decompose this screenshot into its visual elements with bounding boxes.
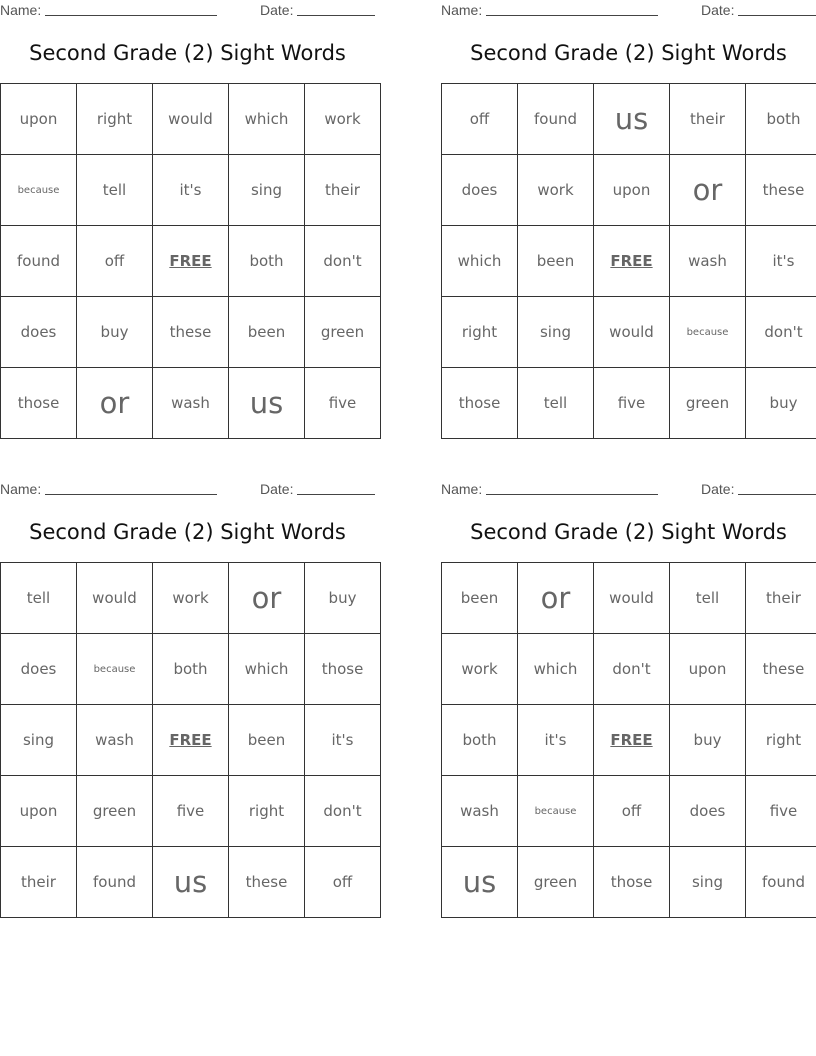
name-label: Name:	[0, 2, 42, 18]
word-cell: upon	[670, 634, 746, 705]
word-cell: does	[1, 634, 77, 705]
word-cell: both	[229, 226, 305, 297]
word-cell: us	[153, 847, 229, 918]
grid-row	[1, 368, 381, 439]
card-title: Second Grade (2) Sight Words	[470, 41, 787, 65]
word-cell: work	[442, 634, 518, 705]
grid-row	[1, 226, 381, 297]
word-cell: wash	[153, 368, 229, 439]
word-cell: found	[1, 226, 77, 297]
word-cell: right	[746, 705, 816, 776]
date-blank-line	[738, 494, 816, 495]
word-cell: wash	[77, 705, 153, 776]
word-cell: been	[518, 226, 594, 297]
word-cell: which	[442, 226, 518, 297]
grid-row	[442, 297, 816, 368]
word-cell: tell	[77, 155, 153, 226]
name-date-row	[441, 481, 816, 499]
card-2	[441, 0, 816, 431]
grid-row	[1, 634, 381, 705]
word-cell: both	[442, 705, 518, 776]
grid-row	[1, 847, 381, 918]
word-cell: off	[77, 226, 153, 297]
free-space-cell: FREE	[594, 705, 670, 776]
word-cell: off	[305, 847, 381, 918]
free-space-cell: FREE	[153, 705, 229, 776]
word-cell: work	[153, 563, 229, 634]
word-cell: their	[1, 847, 77, 918]
word-cell: right	[442, 297, 518, 368]
word-cell: those	[442, 368, 518, 439]
word-cell: us	[594, 84, 670, 155]
date-label: Date:	[260, 481, 294, 497]
word-cell: or	[77, 368, 153, 439]
word-cell: buy	[670, 705, 746, 776]
word-cell: it's	[518, 705, 594, 776]
word-cell: does	[1, 297, 77, 368]
word-cell: green	[77, 776, 153, 847]
word-cell: would	[77, 563, 153, 634]
word-cell: us	[442, 847, 518, 918]
word-cell: or	[670, 155, 746, 226]
word-cell: don't	[746, 297, 816, 368]
word-cell: off	[594, 776, 670, 847]
date-label: Date:	[260, 2, 294, 18]
word-cell: it's	[305, 705, 381, 776]
word-cell: these	[746, 634, 816, 705]
name-label: Name:	[441, 2, 483, 18]
word-cell: upon	[1, 776, 77, 847]
date-blank-line	[297, 15, 375, 16]
word-cell: or	[229, 563, 305, 634]
word-cell: those	[1, 368, 77, 439]
grid-row	[1, 776, 381, 847]
word-cell: because	[518, 776, 594, 847]
word-cell: found	[518, 84, 594, 155]
name-label: Name:	[441, 481, 483, 497]
grid-row	[442, 563, 816, 634]
word-cell: sing	[518, 297, 594, 368]
name-date-row	[441, 2, 816, 20]
word-cell: work	[518, 155, 594, 226]
card-4	[441, 479, 816, 910]
word-cell: us	[229, 368, 305, 439]
word-cell: would	[594, 563, 670, 634]
word-cell: would	[594, 297, 670, 368]
name-blank-line	[486, 494, 658, 495]
word-cell: wash	[442, 776, 518, 847]
grid-row	[442, 368, 816, 439]
word-cell: found	[77, 847, 153, 918]
date-blank-line	[297, 494, 375, 495]
grid-row	[442, 84, 816, 155]
word-cell: which	[229, 634, 305, 705]
word-cell: does	[442, 155, 518, 226]
word-cell: found	[746, 847, 816, 918]
date-label: Date:	[701, 481, 735, 497]
word-cell: would	[153, 84, 229, 155]
word-cell: their	[670, 84, 746, 155]
word-cell: both	[153, 634, 229, 705]
word-cell: five	[305, 368, 381, 439]
card-3	[0, 479, 375, 910]
bingo-grid	[0, 83, 381, 439]
word-cell: tell	[518, 368, 594, 439]
word-cell: their	[746, 563, 816, 634]
card-title: Second Grade (2) Sight Words	[29, 41, 346, 65]
date-blank-line	[738, 15, 816, 16]
word-cell: does	[670, 776, 746, 847]
word-cell: right	[77, 84, 153, 155]
word-cell: buy	[746, 368, 816, 439]
word-cell: or	[518, 563, 594, 634]
card-title: Second Grade (2) Sight Words	[29, 520, 346, 544]
word-cell: these	[153, 297, 229, 368]
word-cell: work	[305, 84, 381, 155]
date-label: Date:	[701, 2, 735, 18]
word-cell: tell	[670, 563, 746, 634]
name-date-row	[0, 2, 375, 20]
card-1	[0, 0, 375, 431]
word-cell: green	[670, 368, 746, 439]
word-cell: sing	[670, 847, 746, 918]
word-cell: which	[229, 84, 305, 155]
grid-row	[442, 634, 816, 705]
word-cell: right	[229, 776, 305, 847]
word-cell: been	[229, 297, 305, 368]
word-cell: these	[229, 847, 305, 918]
word-cell: buy	[77, 297, 153, 368]
word-cell: green	[518, 847, 594, 918]
free-space-cell: FREE	[153, 226, 229, 297]
word-cell: five	[594, 368, 670, 439]
word-cell: been	[229, 705, 305, 776]
word-cell: these	[746, 155, 816, 226]
name-blank-line	[45, 494, 217, 495]
grid-row	[1, 705, 381, 776]
word-cell: sing	[1, 705, 77, 776]
word-cell: don't	[594, 634, 670, 705]
word-cell: buy	[305, 563, 381, 634]
word-cell: because	[77, 634, 153, 705]
word-cell: tell	[1, 563, 77, 634]
grid-row	[1, 155, 381, 226]
word-cell: green	[305, 297, 381, 368]
bingo-grid	[441, 562, 816, 918]
bingo-grid	[0, 562, 381, 918]
word-cell: it's	[153, 155, 229, 226]
grid-row	[1, 297, 381, 368]
name-date-row	[0, 481, 375, 499]
free-space-cell: FREE	[594, 226, 670, 297]
word-cell: five	[153, 776, 229, 847]
word-cell: their	[305, 155, 381, 226]
word-cell: upon	[594, 155, 670, 226]
grid-row	[442, 847, 816, 918]
word-cell: it's	[746, 226, 816, 297]
word-cell: both	[746, 84, 816, 155]
word-cell: because	[670, 297, 746, 368]
grid-row	[1, 563, 381, 634]
word-cell: because	[1, 155, 77, 226]
word-cell: which	[518, 634, 594, 705]
word-cell: don't	[305, 226, 381, 297]
bingo-grid	[441, 83, 816, 439]
name-label: Name:	[0, 481, 42, 497]
word-cell: don't	[305, 776, 381, 847]
card-title: Second Grade (2) Sight Words	[470, 520, 787, 544]
word-cell: those	[305, 634, 381, 705]
word-cell: sing	[229, 155, 305, 226]
grid-row	[442, 705, 816, 776]
grid-row	[442, 776, 816, 847]
word-cell: off	[442, 84, 518, 155]
name-blank-line	[45, 15, 217, 16]
grid-row	[442, 226, 816, 297]
word-cell: those	[594, 847, 670, 918]
name-blank-line	[486, 15, 658, 16]
grid-row	[1, 84, 381, 155]
word-cell: five	[746, 776, 816, 847]
grid-row	[442, 155, 816, 226]
word-cell: been	[442, 563, 518, 634]
word-cell: wash	[670, 226, 746, 297]
word-cell: upon	[1, 84, 77, 155]
